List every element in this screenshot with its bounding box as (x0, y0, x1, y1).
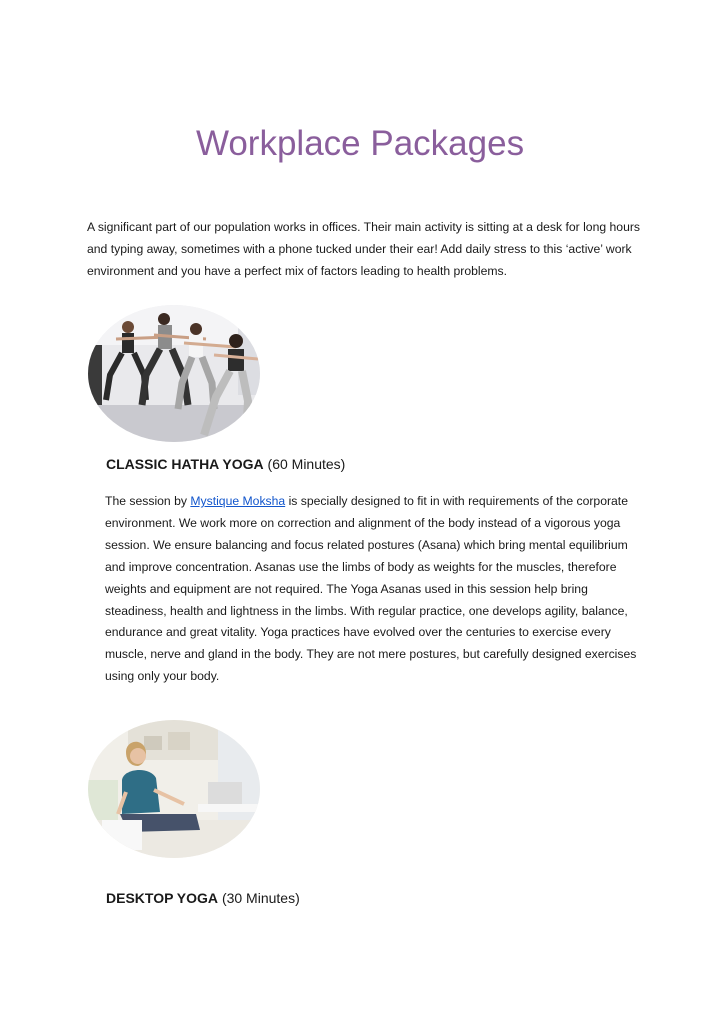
section-title: DESKTOP YOGA (106, 890, 219, 906)
description-text-rest: is specially designed to fit in with requirements of the corporate environment. We work more on correction and alignment of the body instead of a vigorous yoga session. We ensure balancing and focus related postures (Asana) which bring mental equilibrium and improve concentration. Asanas use the limbs of body as weights for the muscles, therefore weights and equipment are not required. The Yoga Asanas used in this session help bring steadiness, health and lightness in the limbs. With regular practice, one develops agility, balance, endurance and great vitality. Yoga practices have evolved over the centuries to exercise every muscle, nerve and gland in the body. They are not mere postures, but carefully designed exercises using only your body. (105, 494, 637, 684)
classic-hatha-yoga-description (105, 491, 645, 688)
section-heading-desktop-yoga (106, 888, 300, 908)
group-yoga-photo (88, 305, 260, 442)
description-text-start: The session by (105, 494, 191, 508)
intro-paragraph: A significant part of our population works in offices. Their main activity is sitting at a desk for long hours and typing away, sometimes with a phone tucked under their ear! Add daily stress to this ‘active’ work environment and you have a perfect mix of factors leading to health problems. (87, 220, 641, 278)
section-heading-classic-hatha-yoga (106, 454, 345, 474)
page-title: Workplace Packages (195, 124, 525, 163)
section-duration: (30 Minutes) (221, 890, 300, 906)
desktop-yoga-photo (88, 720, 260, 858)
section-duration: (60 Minutes) (267, 456, 346, 472)
mystique-moksha-link[interactable]: Mystique Moksha (190, 494, 286, 508)
section-title: CLASSIC HATHA YOGA (106, 456, 264, 472)
